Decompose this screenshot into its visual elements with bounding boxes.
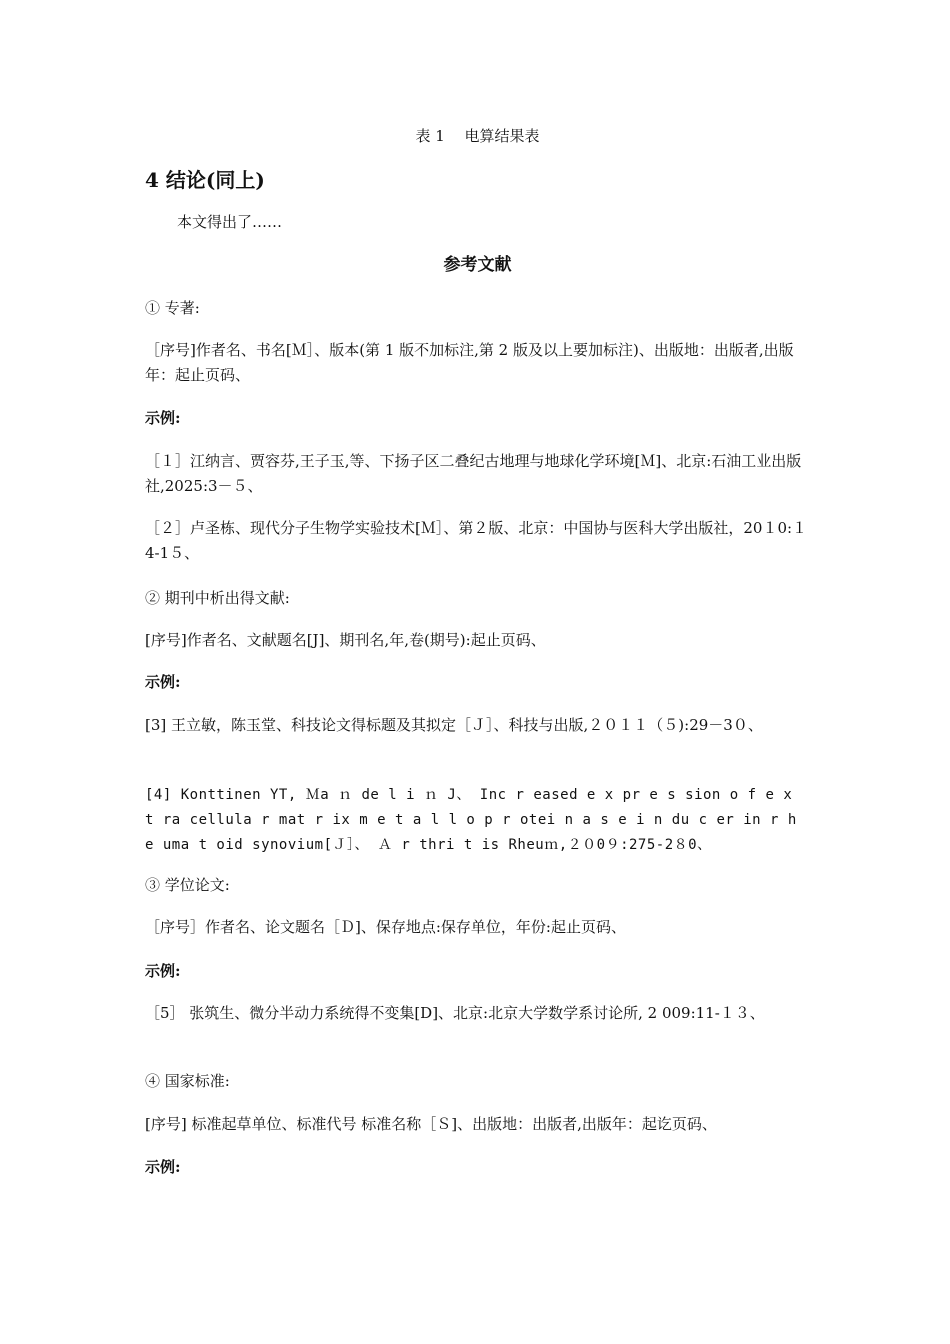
reference-entry-4: [4] Konttinen YT, Ｍa ｎ de l i ｎ J、 Inc r eased e x pr e s sion o f e x t ra cellula r mat r ix m e t a l l o p r otei n a s e i n du c er in r h e uma t oid synovium[Ｊ］、 Ａ r thri t is Rheuｍ,２０0９:275-2８0、 [145, 787, 797, 853]
thesis-label: ③ 学位论文: [145, 876, 230, 894]
monograph-label: ① 专著: [145, 299, 200, 317]
references-title: 参考文献 [443, 255, 512, 275]
section-heading: 4 结论(同上) [145, 168, 265, 192]
standard-example-label: 示例: [145, 1158, 181, 1176]
thesis-format: ［序号］作者名、论文题名［Ｄ]、保存地点:保存单位，年份:起止页码、 [145, 918, 626, 936]
monograph-format: ［序号]作者名、书名[Ｍ］、版本(第 1 版不加标注,第 2 版及以上要加标注)、出版地：出版者,出版年：起止页码、 [145, 341, 794, 384]
reference-entry-1: ［１］江纳言、贾容芬,王子玉,等、下扬子区二叠纪古地理与地球化学环境[Ｍ]、北京:石油工业出版社,2025:3－５、 [145, 452, 802, 495]
reference-entry-2: ［２］卢圣栋、现代分子生物学实验技术[Ｍ］、第２版、北京：中国协与医科大学出版社，20１0:１4-1５、 [145, 519, 808, 562]
reference-entry-3: [3] 王立敏，陈玉堂、科技论文得标题及其拟定［Ｊ］、科技与出版,２０１１（５):29－3０、 [145, 716, 763, 734]
monograph-example-label: 示例: [145, 409, 181, 427]
journal-example-label: 示例: [145, 673, 181, 691]
journal-format: [序号]作者名、文献题名[J]、期刊名,年,卷(期号):起止页码、 [145, 631, 546, 649]
standard-label: ④ 国家标准: [145, 1072, 230, 1090]
conclusion-text: 本文得出了…… [177, 213, 283, 231]
journal-label: ② 期刊中析出得文献: [145, 589, 290, 607]
standard-format: [序号] 标准起草单位、标准代号 标准名称［Ｓ]、出版地：出版者,出版年：起讫页码、 [145, 1115, 717, 1133]
thesis-example-label: 示例: [145, 962, 181, 980]
reference-entry-5: ［5］ 张筑生、微分半动力系统得不变集[D]、北京:北京大学数学系讨论所, 2 009:11-１３、 [145, 1004, 765, 1022]
table-caption: 表 1 电算结果表 [415, 127, 540, 145]
